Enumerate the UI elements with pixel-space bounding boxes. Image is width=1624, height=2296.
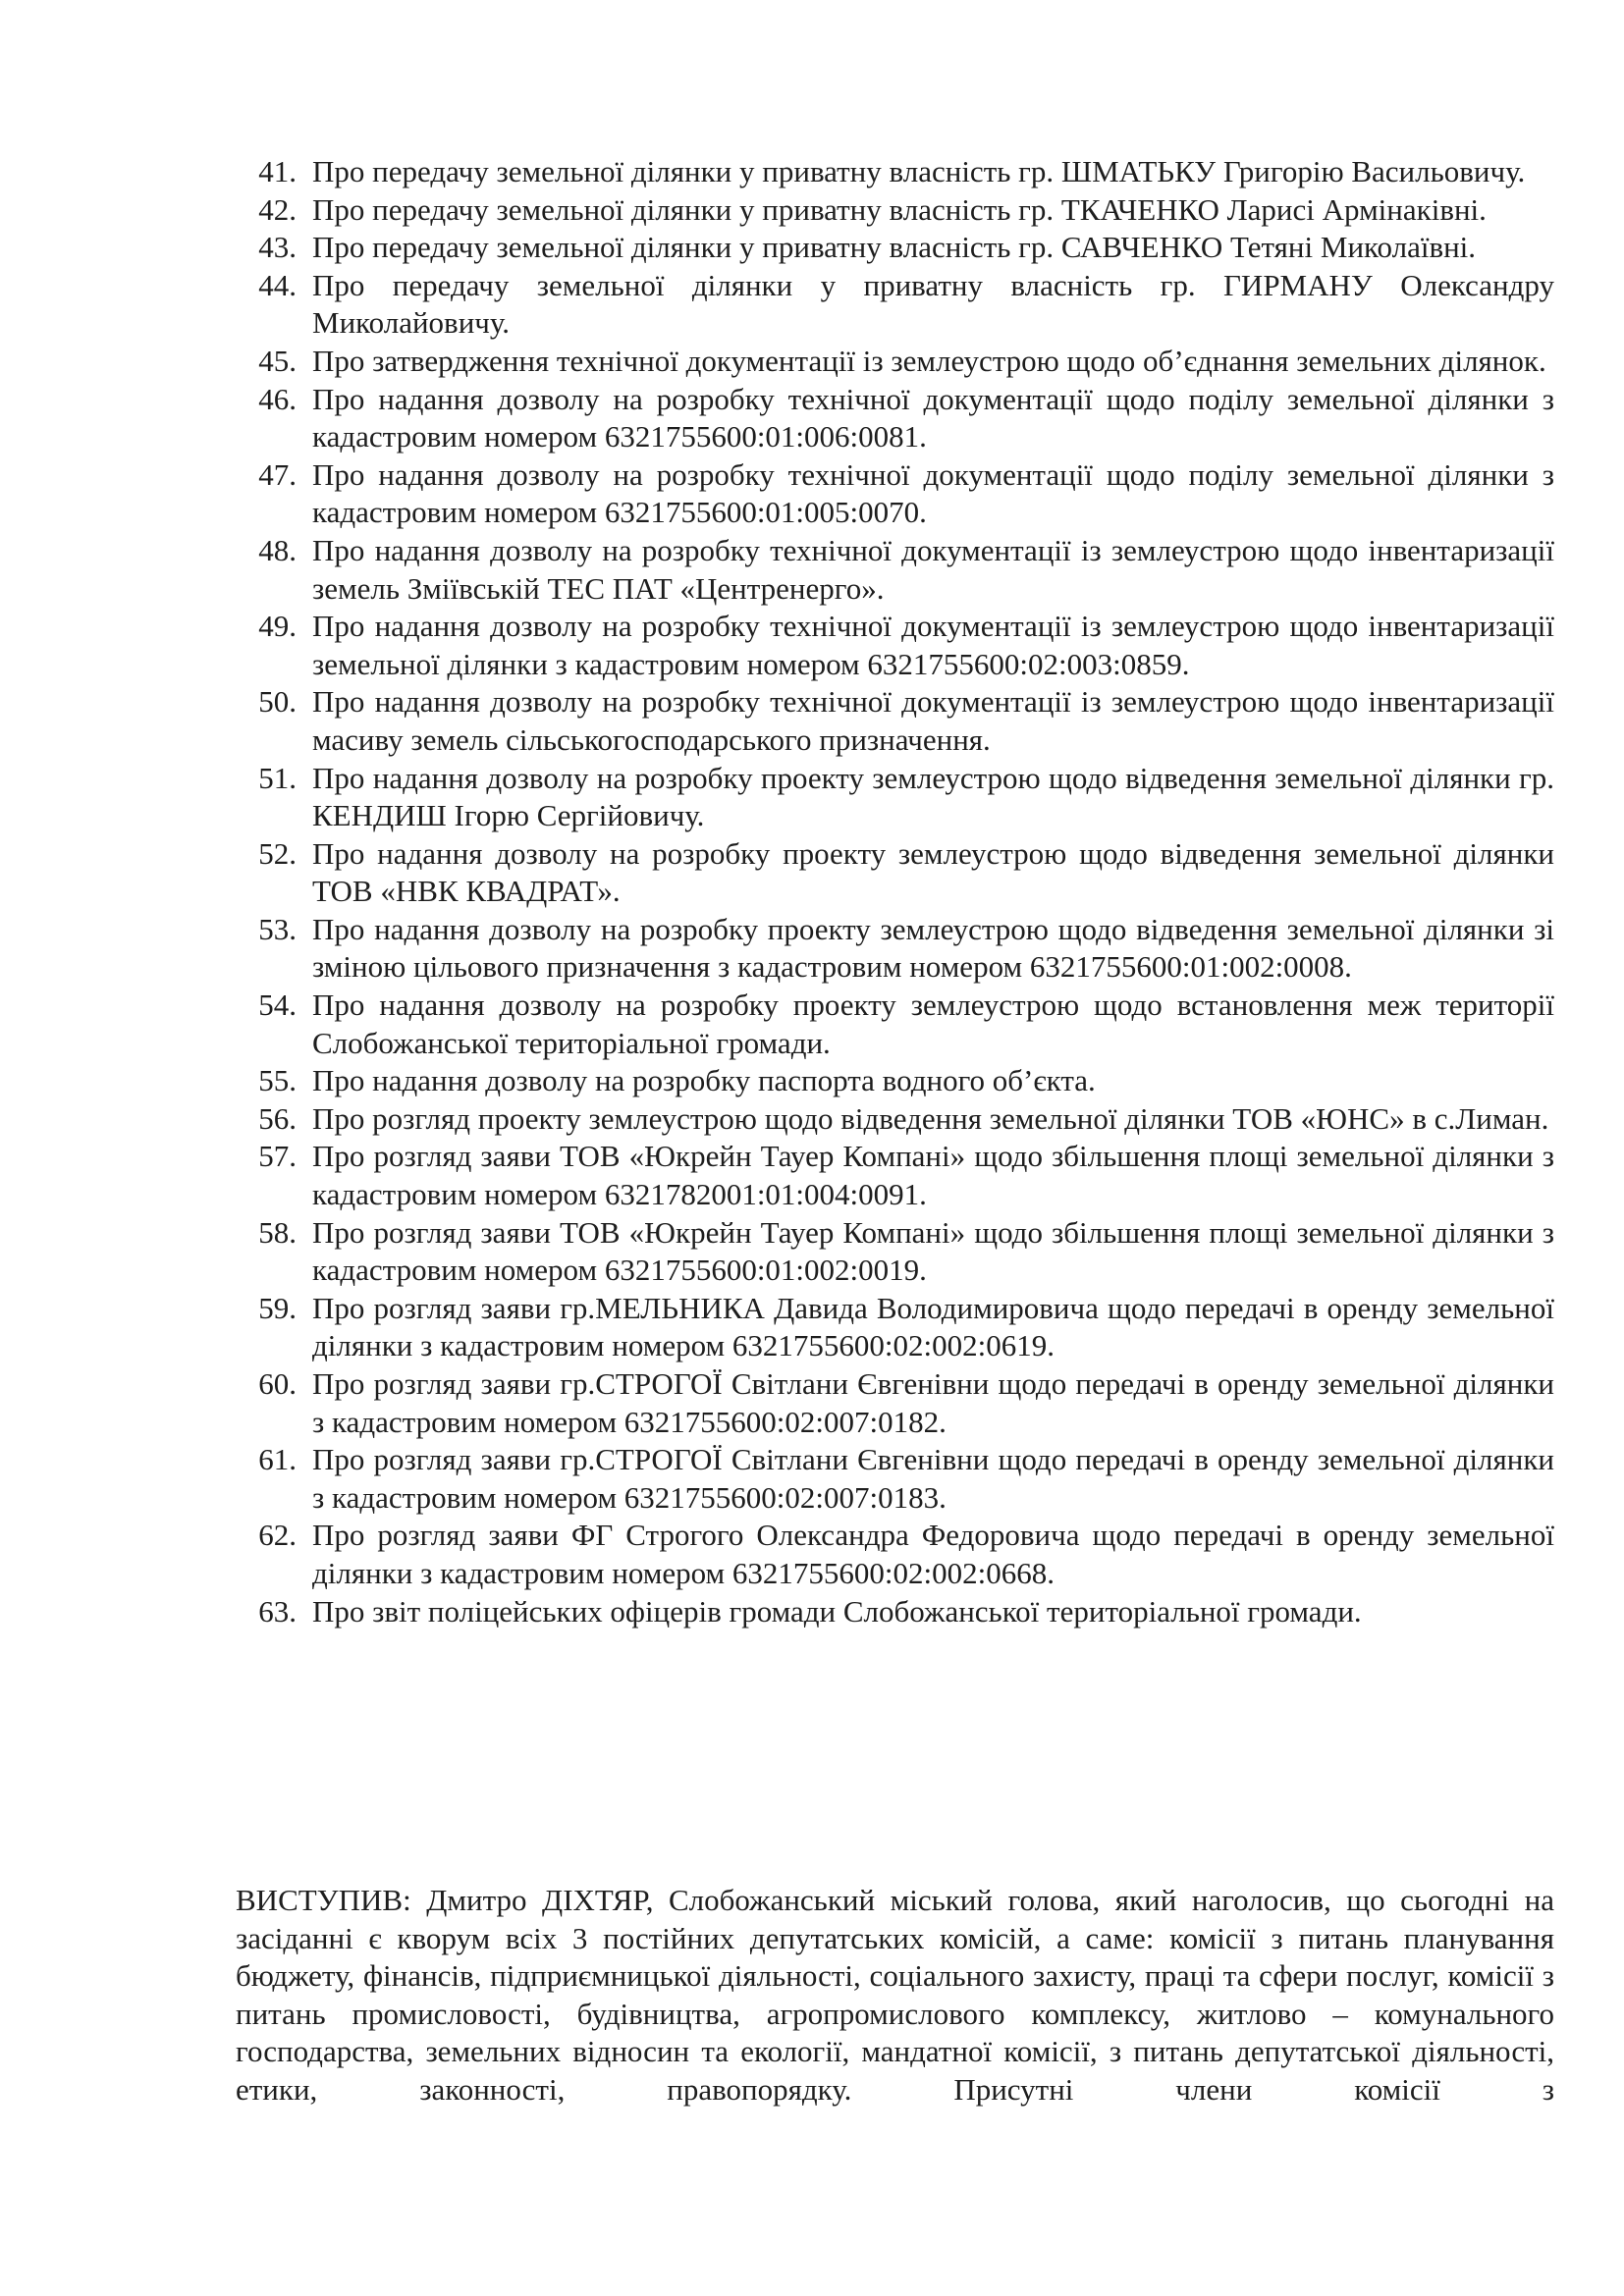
agenda-item bbox=[236, 1138, 1554, 1213]
agenda-item bbox=[236, 343, 1554, 381]
agenda-item-text: Про звіт поліцейських офіцерів громади Слобожанської територіальної громади. bbox=[312, 1593, 1362, 1629]
agenda-item bbox=[236, 191, 1554, 230]
agenda-item-number: 62. bbox=[258, 1518, 297, 1553]
agenda-item-text: Про розгляд заяви ТОВ «Юкрейн Тауер Компані» щодо збільшення площі земельної ділянки з кадастровим номером 6321782001:01:004:0091. bbox=[312, 1139, 1554, 1212]
agenda-item-text: Про надання дозволу на розробку проекту землеустрою щодо відведення земельної ділянки ТОВ «НВК КВАДРАТ». bbox=[312, 835, 1554, 909]
agenda-item bbox=[236, 532, 1554, 608]
agenda-item-text: Про надання дозволу на розробку проекту землеустрою щодо відведення земельної ділянки зі зміною цільового призначення з кадастровим номером 6321755600:01:002:0008. bbox=[312, 911, 1554, 985]
agenda-item-text: Про надання дозволу на розробку паспорта водного об’єкта. bbox=[312, 1063, 1096, 1098]
agenda-item-number: 54. bbox=[258, 988, 297, 1023]
agenda-item-number: 53. bbox=[258, 911, 297, 946]
agenda-item bbox=[236, 1517, 1554, 1592]
agenda-item-text: Про передачу земельної ділянки у приватну власність гр. САВЧЕНКО Тетяні Миколаївні. bbox=[312, 230, 1477, 265]
agenda-item-number: 57. bbox=[258, 1139, 297, 1174]
agenda-item-text: Про надання дозволу на розробку проекту землеустрою щодо відведення земельної ділянки гр. КЕНДИШ Ігорю Сергійовичу. bbox=[312, 760, 1554, 833]
agenda-item bbox=[236, 1214, 1554, 1290]
agenda-item bbox=[236, 987, 1554, 1062]
agenda-item-number: 50. bbox=[258, 684, 297, 720]
agenda-item-text: Про затвердження технічної документації із землеустрою щодо об’єднання земельних ділянок. bbox=[312, 343, 1546, 378]
agenda-item-number: 61. bbox=[258, 1442, 297, 1477]
agenda-item-text: Про надання дозволу на розробку технічної документації із землеустрою щодо інвентаризації масиву земель сільськогосподарського призначення. bbox=[312, 684, 1554, 757]
agenda-item-text: Про надання дозволу на розробку технічної документації із землеустрою щодо інвентаризації земельної ділянки з кадастровим номером 6321755600:02:003:0859. bbox=[312, 609, 1554, 681]
agenda-item bbox=[236, 835, 1554, 911]
agenda-item-text: Про розгляд заяви гр.МЕЛЬНИКА Давида Володимировича щодо передачі в оренду земельної ділянки з кадастровим номером 6321755600:02:002:0619. bbox=[312, 1290, 1554, 1363]
agenda-item-number: 46. bbox=[258, 381, 297, 416]
agenda-item bbox=[236, 1593, 1554, 1631]
agenda-item-number: 63. bbox=[258, 1593, 297, 1629]
agenda-list bbox=[236, 153, 1554, 1630]
agenda-item-text: Про розгляд проекту землеустрою щодо відведення земельної ділянки ТОВ «ЮНС» в с.Лиман. bbox=[312, 1100, 1549, 1136]
agenda-item bbox=[236, 1062, 1554, 1100]
agenda-item bbox=[236, 1441, 1554, 1517]
agenda-item-text: Про розгляд заяви гр.СТРОГОЇ Світлани Євгенівни щодо передачі в оренду земельної ділянки з кадастровим номером 6321755600:02:007:0183. bbox=[312, 1442, 1554, 1515]
agenda-item bbox=[236, 683, 1554, 759]
agenda-item-number: 58. bbox=[258, 1214, 297, 1250]
agenda-item-number: 55. bbox=[258, 1063, 297, 1098]
agenda-item-text: Про розгляд заяви ТОВ «Юкрейн Тауер Компані» щодо збільшення площі земельної ділянки з кадастровим номером 6321755600:01:002:0019. bbox=[312, 1214, 1554, 1288]
agenda-item bbox=[236, 229, 1554, 267]
agenda-item-number: 56. bbox=[258, 1100, 297, 1136]
agenda-item-text: Про надання дозволу на розробку технічної документації щодо поділу земельної ділянки з кадастровим номером 6321755600:01:006:0081. bbox=[312, 381, 1554, 454]
agenda-item-number: 59. bbox=[258, 1290, 297, 1325]
agenda-item-number: 60. bbox=[258, 1366, 297, 1401]
agenda-item bbox=[236, 1100, 1554, 1139]
agenda-item-text: Про передачу земельної ділянки у приватну власність гр. ГИРМАНУ Олександру Миколайовичу. bbox=[312, 267, 1554, 341]
agenda-item bbox=[236, 911, 1554, 987]
agenda-item-text: Про розгляд заяви гр.СТРОГОЇ Світлани Євгенівни щодо передачі в оренду земельної ділянки з кадастровим номером 6321755600:02:007:0182. bbox=[312, 1366, 1554, 1439]
agenda-item-text: Про передачу земельної ділянки у приватну власність гр. ШМАТЬКУ Григорію Васильовичу. bbox=[312, 154, 1526, 188]
agenda-item bbox=[236, 608, 1554, 683]
agenda-item bbox=[236, 153, 1554, 191]
agenda-item-number: 52. bbox=[258, 835, 297, 871]
agenda-item-text: Про надання дозволу на розробку технічної документації щодо поділу земельної ділянки з кадастровим номером 6321755600:01:005:0070. bbox=[312, 456, 1554, 530]
agenda-item-number: 51. bbox=[258, 760, 297, 795]
agenda-item-number: 41. bbox=[258, 154, 297, 188]
agenda-item-text: Про розгляд заяви ФГ Строгого Олександра Федоровича щодо передачі в оренду земельної ділянки з кадастровим номером 6321755600:02:002:0668. bbox=[312, 1518, 1554, 1590]
agenda-item-number: 47. bbox=[258, 456, 297, 492]
agenda-item bbox=[236, 456, 1554, 532]
agenda-item bbox=[236, 381, 1554, 456]
agenda-item-number: 44. bbox=[258, 267, 297, 302]
agenda-item-number: 42. bbox=[258, 191, 297, 227]
agenda-item-text: Про надання дозволу на розробку проекту землеустрою щодо встановлення меж території Слобожанської територіальної громади. bbox=[312, 988, 1554, 1060]
agenda-item-number: 49. bbox=[258, 609, 297, 644]
agenda-item-text: Про надання дозволу на розробку технічної документації із землеустрою щодо інвентаризації земель Зміївській ТЕС ПАТ «Центренерго». bbox=[312, 532, 1554, 606]
agenda-item-text: Про передачу земельної ділянки у приватну власність гр. ТКАЧЕНКО Ларисі Армінаківні. bbox=[312, 191, 1487, 227]
agenda-item bbox=[236, 267, 1554, 343]
agenda-item-number: 43. bbox=[258, 230, 297, 265]
agenda-item-number: 48. bbox=[258, 532, 297, 567]
agenda-item-number: 45. bbox=[258, 343, 297, 378]
agenda-item bbox=[236, 760, 1554, 835]
agenda-item bbox=[236, 1365, 1554, 1441]
speech-paragraph: ВИСТУПИВ: Дмитро ДІХТЯР, Слобожанський міський голова, який наголосив, що сьогодні на засіданні є кворум всіх 3 постійних депутатських комісій, а саме: комісії з питань планування бюджету, фінансів, підприємницької діяльності, соціального захисту, праці та сфери послуг, комісії з питань промисловості, будівництва, агропромислового комплексу, житлово – комунального господарства, земельних відносин та екології, мандатної комісії, з питань депутатської діяльності, етики, законності, правопорядку. Присутні члени комісії з bbox=[236, 1883, 1554, 2107]
agenda-item bbox=[236, 1290, 1554, 1365]
